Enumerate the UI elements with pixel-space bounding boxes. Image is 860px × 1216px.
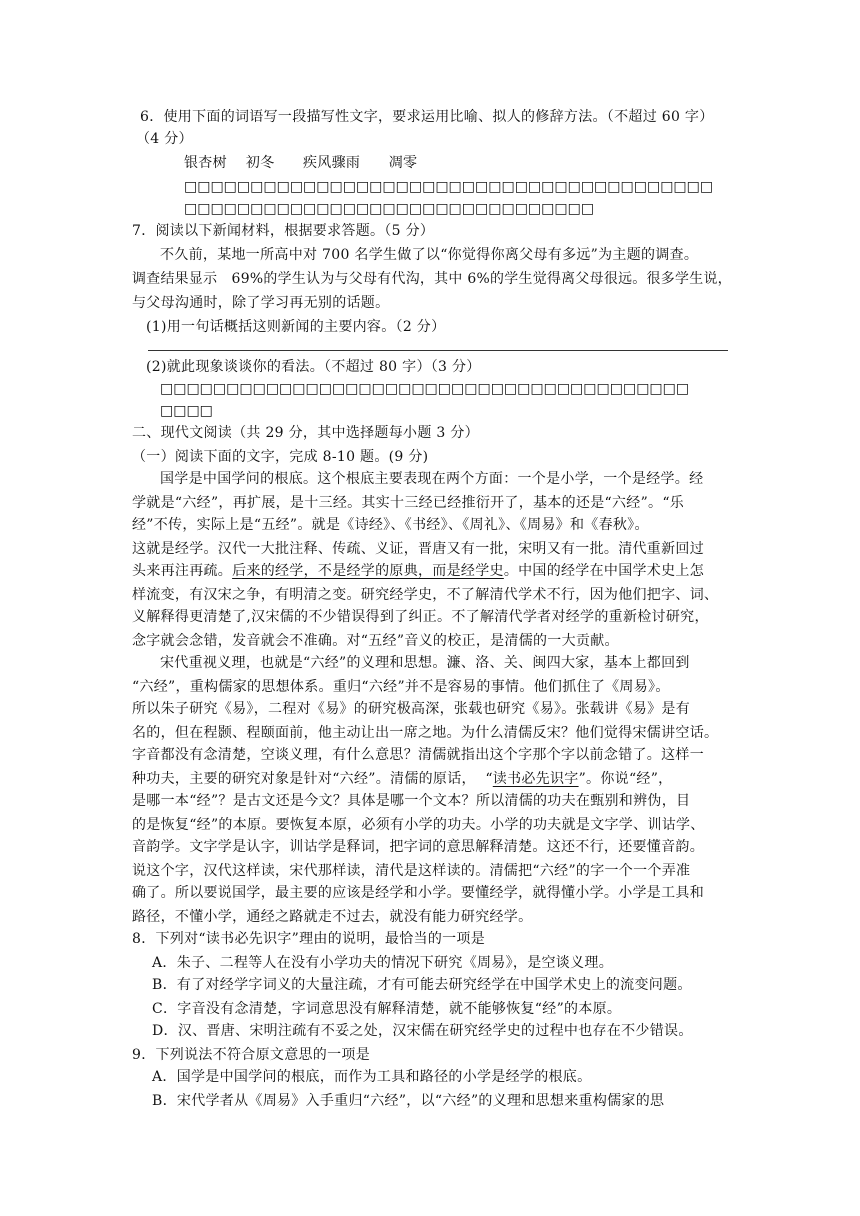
passage-line: 学就是“六经”，再扩展，是十三经。其实十三经已经推衍开了，基本的还是“六经”。“乐 bbox=[132, 495, 685, 511]
q8-option-c[interactable]: C．字音没有念清楚，字词意思没有解释清楚，就不能够恢复“经”的本原。 bbox=[152, 1001, 622, 1017]
passage-line: 念字就会念错，发音就会不准确。对“五经”音义的校正，是清儒的一大贡献。 bbox=[132, 633, 619, 649]
q7-news-line-3: 与父母沟通时，除了学习再无别的话题。 bbox=[132, 295, 390, 311]
passage-line: 是哪一本“经”？是古文还是今文？具体是哪一个文本？所以清儒的功夫在甄别和辨伪，目 bbox=[132, 793, 691, 809]
q7-stem: 7．阅读以下新闻材料，根据要求答题。（5 分） bbox=[132, 223, 435, 239]
section2-title: 二、现代文阅读（共 29 分，其中选择题每小题 3 分） bbox=[132, 425, 479, 441]
passage-line: 字音都没有念清楚，空谈义理，有什么意思？清儒就指出这个字那个字以前念错了。这样一 bbox=[132, 747, 704, 763]
q9-option-a[interactable]: A．国学是中国学问的根底，而作为工具和路径的小学是经学的根底。 bbox=[152, 1069, 592, 1085]
passage-text: ”。你说“经”， bbox=[578, 771, 673, 787]
q8-option-a[interactable]: A．朱子、二程等人在没有小学功夫的情况下研究《周易》，是空谈义理。 bbox=[152, 955, 614, 971]
q7-news-line-1: 不久前，某地一所高中对 700 名学生做了以“你觉得你离父母有多远”为主题的调查。 bbox=[160, 247, 699, 263]
q7-answer-boxes-1[interactable]: □□□□□□□□□□□□□□□□□□□□□□□□□□□□□□□□□□□□□□□□ bbox=[160, 381, 690, 397]
q9-option-b[interactable]: B．宋代学者从《周易》入手重归“六经”，以“六经”的义理和思想来重构儒家的思 bbox=[152, 1093, 665, 1109]
passage-line: 路径，不懂小学，通经之路就走不过去，就没有能力研究经学。 bbox=[132, 909, 533, 925]
underlined-phrase: 读书必先识字 bbox=[492, 771, 579, 787]
q9-stem: 9．下列说法不符合原文意思的一项是 bbox=[132, 1047, 371, 1063]
section2-sub: （一）阅读下面的文字，完成 8-10 题。(9 分) bbox=[132, 449, 429, 465]
passage-line: 经”不传，实际上是“五经”。就是《诗经》、《书经》、《周礼》、《周易》和《春秋》。 bbox=[132, 517, 649, 533]
passage-text: 头来再注再疏。 bbox=[132, 563, 233, 579]
passage-line: 名的，但在程颢、程颐面前，他主动让出一席之地。为什么清儒反宋？他们觉得宋儒讲空话。 bbox=[132, 725, 719, 741]
q6-answer-boxes-1[interactable]: □□□□□□□□□□□□□□□□□□□□□□□□□□□□□□□□□□□□□□□□ bbox=[184, 179, 714, 195]
q6-score: （4 分） bbox=[136, 131, 193, 147]
passage-line: 这就是经学。汉代一大批注释、传疏、义证，晋唐又有一批，宋明又有一批。清代重新回过 bbox=[132, 541, 704, 557]
underlined-sentence: 后来的经学，不是经学的原典，而是经学史 bbox=[232, 563, 504, 579]
q8-option-d[interactable]: D．汉、晋唐、宋明注疏有不妥之处，汉宋儒在研究经学史的过程中也存在不少错误。 bbox=[152, 1023, 693, 1039]
passage-text: 。中国的经学在中国学术史上怎 bbox=[503, 563, 705, 579]
passage-line: 宋代重视义理，也就是“六经”的义理和思想。濂、洛、关、闽四大家，基本上都回到 bbox=[160, 655, 690, 671]
q7-answer-line[interactable] bbox=[148, 350, 728, 351]
passage-line: 义解释得更清楚了,汉宋儒的不少错误得到了纠正。不了解清代学者对经学的重新检讨研究， bbox=[132, 609, 709, 625]
passage-text: 种功夫，主要的研究对象是针对“六经”。清儒的原话， “ bbox=[132, 771, 493, 787]
passage-line bbox=[132, 560, 704, 582]
q7-answer-boxes-2[interactable]: □□□□ bbox=[160, 403, 213, 419]
passage-line: 所以朱子研究《易》，二程对《易》的研究极高深，张载也研究《易》。张载讲《易》是有 bbox=[132, 701, 690, 717]
q7-sub1: (1)用一句话概括这则新闻的主要内容。（2 分） bbox=[146, 319, 446, 335]
passage-line: 的是恢复“经”的本原。要恢复本原，必须有小学的功夫。小学的功夫就是文字学、训诂学、 bbox=[132, 817, 705, 833]
passage-line: 音韵学。文字学是认字，训诂学是释词，把字词的意思解释清楚。这还不行，还要懂音韵。 bbox=[132, 839, 704, 855]
passage-line: 国学是中国学问的根底。这个根底主要表现在两个方面：一个是小学，一个是经学。经 bbox=[160, 471, 704, 487]
passage-line: 样流变，有汉宋之争，有明清之变。研究经学史，不了解清代学术不行，因为他们把字、词、 bbox=[132, 587, 719, 603]
q6-stem: 6．使用下面的词语写一段描写性文字，要求运用比喻、拟人的修辞方法。（不超过 60 字） bbox=[140, 109, 714, 125]
passage-line: 说这个字，汉代这样读，宋代那样读，清代是这样读的。清儒把“六经”的字一个一个弄准 bbox=[132, 863, 691, 879]
q7-news-line-2: 调查结果显示 69%的学生认为与父母有代沟，其中 6%的学生觉得离父母很远。很多学生说， bbox=[132, 271, 732, 287]
passage-line: “六经”，重构儒家的思想体系。重归“六经”并不是容易的事情。他们抓住了《周易》。 bbox=[132, 679, 670, 695]
q6-words: 银杏树 初冬 疾风骤雨 凋零 bbox=[184, 155, 418, 171]
q6-answer-boxes-2[interactable]: □□□□□□□□□□□□□□□□□□□□□□□□□□□□□□□ bbox=[184, 201, 595, 217]
q8-stem: 8．下列对“读书必先识字”理由的说明，最恰当的一项是 bbox=[132, 931, 486, 947]
passage-line bbox=[132, 768, 672, 790]
q7-sub2: (2)就此现象谈谈你的看法。（不超过 80 字）（3 分） bbox=[146, 359, 481, 375]
passage-line: 确了。所以要说国学，最主要的应该是经学和小学。要懂经学，就得懂小学。小学是工具和 bbox=[132, 885, 704, 901]
q8-option-b[interactable]: B．有了对经学字词义的大量注疏，才有可能去研究经学在中国学术史上的流变问题。 bbox=[152, 977, 692, 993]
